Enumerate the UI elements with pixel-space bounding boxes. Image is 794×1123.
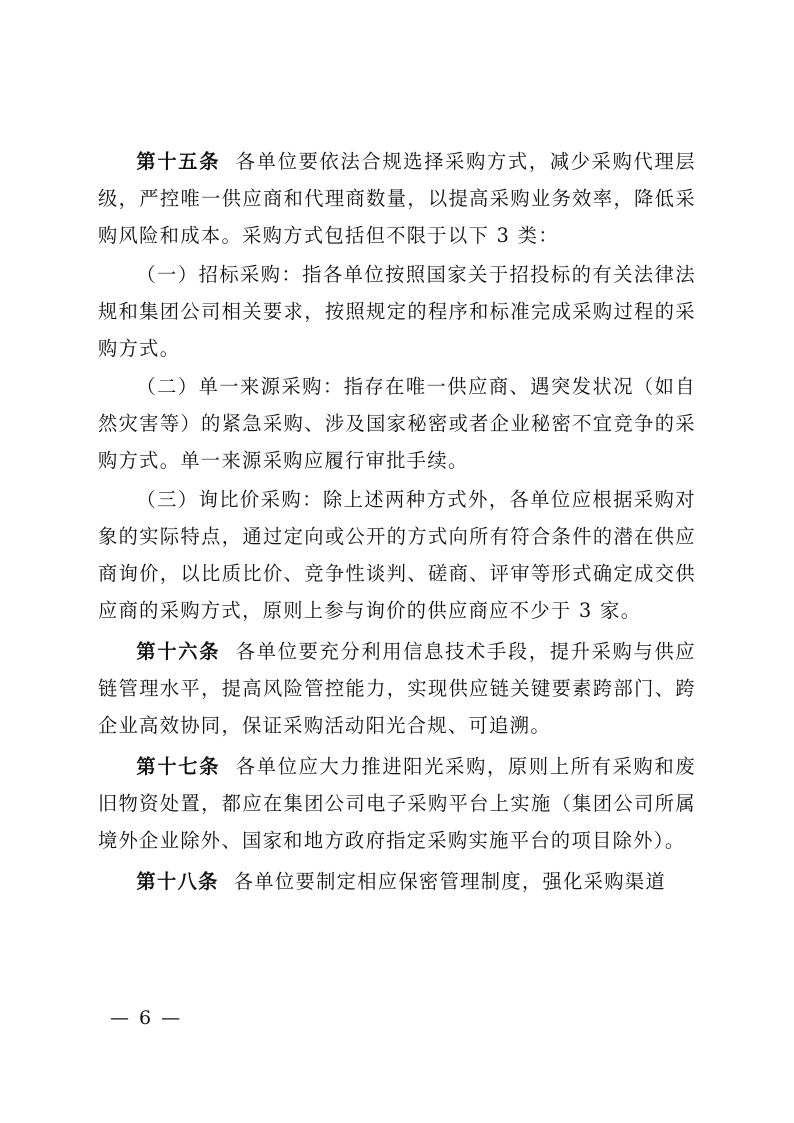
article-heading: 第十八条 (136, 869, 219, 893)
article-heading: 第十五条 (136, 150, 221, 173)
article-heading: 第十七条 (136, 754, 221, 778)
clause-1 (98, 256, 696, 367)
article-18 (98, 863, 696, 900)
article-heading: 第十六条 (136, 639, 221, 663)
document-body (98, 143, 696, 900)
article-text: 各单位要充分利用信息技术手段，提升采购与供应链管理水平，提高风险管控能力，实现供应链关键要素跨部门、跨企业高效协同，保证采购活动阳光合规、可追溯。 (98, 639, 696, 737)
article-15 (98, 143, 696, 254)
clause-3 (98, 481, 696, 629)
article-text: 各单位要依法合规选择采购方式，减少采购代理层级，严控唯一供应商和代理商数量，以提高采购业务效率，降低采购风险和成本。采购方式包括但不限于以下 3 类： (98, 150, 696, 247)
clause-text: （二）单一来源采购：指存在唯一供应商、遇突发状况（如自然灾害等）的紧急采购、涉及国家秘密或者企业秘密不宜竞争的采购方式。单一来源采购应履行审批手续。 (98, 375, 696, 472)
article-17 (98, 748, 696, 859)
article-text: 各单位应大力推进阳光采购，原则上所有采购和废旧物资处置，都应在集团公司电子采购平台上实施（集团公司所属境外企业除外、国家和地方政府指定采购实施平台的项目除外）。 (98, 754, 696, 852)
article-text: 各单位要制定相应保密管理制度，强化采购渠道 (233, 869, 667, 893)
clause-text: （三）询比价采购：除上述两种方式外，各单位应根据采购对象的实际特点，通过定向或公开的方式向所有符合条件的潜在供应商询价，以比质比价、竞争性谈判、磋商、评审等形式确定成交供应商的采购方式，原则上参与询价的供应商应不少于 3 家。 (98, 487, 696, 622)
article-16 (98, 633, 696, 744)
page-number: — 6 — (110, 1007, 183, 1029)
clause-text: （一）招标采购：指各单位按照国家关于招投标的有关法律法规和集团公司相关要求，按照规定的程序和标准完成采购过程的采购方式。 (98, 262, 696, 360)
clause-2 (98, 368, 696, 479)
